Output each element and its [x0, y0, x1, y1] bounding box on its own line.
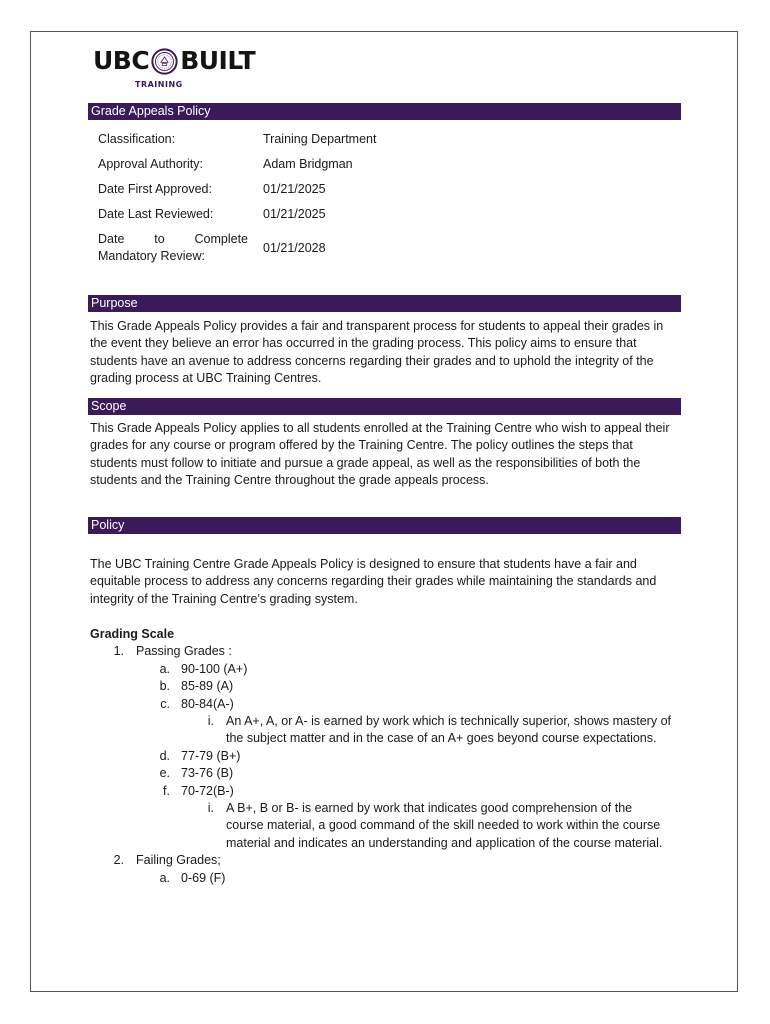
logo-left-text: UBC [93, 46, 150, 75]
section-header-scope: Scope [88, 398, 681, 415]
list-marker: b. [159, 679, 170, 694]
grade-range: 90-100 (A+) [181, 661, 248, 676]
grade-range: 85-89 (A) [181, 679, 234, 694]
list-marker: a. [159, 661, 170, 676]
info-label: Classification: [98, 131, 176, 146]
union-seal-icon [151, 48, 178, 75]
grade-note-text: An A+, A, or A- is earned by work which is technically superior, shows mastery of the subject matter and in the case of an A+ goes beyond course expectations. [226, 714, 671, 746]
list-label: Passing Grades : [136, 644, 232, 659]
section-header-policy: Policy [88, 517, 681, 534]
grade-range: 0-69 (F) [181, 870, 226, 885]
list-item [90, 783, 690, 800]
logo-right-text: BUILT [180, 46, 256, 75]
policy-info-table [98, 126, 498, 268]
ubc-built-logo [93, 46, 273, 92]
list-label: Failing Grades; [136, 853, 221, 868]
list-item [90, 870, 690, 887]
list-item-failing-grades [90, 852, 690, 869]
grading-scale [90, 626, 690, 887]
scope-text: This Grade Appeals Policy applies to all students enrolled at the Training Centre who wish to appeal their grades for any course or program offered by the Training Centre. The policy outlines the steps that students must follow to initiate and pursue a grade appeal, as well as the responsibilities of both the students and the Training Centre throughout the grade appeals process. [90, 421, 670, 488]
list-marker: i. [207, 714, 214, 729]
info-row-mandatory-review [98, 228, 498, 268]
grade-range: 70-72(B-) [181, 783, 234, 798]
section-header-grade-appeals-policy: Grade Appeals Policy [88, 103, 681, 120]
info-row-date-last-reviewed [98, 201, 498, 226]
info-label: Date to Complete Mandatory Review: [98, 232, 248, 263]
list-number: 1. [113, 644, 124, 659]
info-value: Training Department [263, 131, 377, 146]
info-value: 01/21/2028 [263, 241, 326, 255]
list-item [90, 765, 690, 782]
info-row-approval-authority [98, 151, 498, 176]
list-marker: d. [159, 748, 170, 763]
grade-range: 77-79 (B+) [181, 748, 241, 763]
list-marker: a. [159, 870, 170, 885]
list-item [90, 748, 690, 765]
section-header-purpose: Purpose [88, 295, 681, 312]
logo-subtitle: TRAINING [135, 80, 183, 89]
info-value: Adam Bridgman [263, 156, 353, 171]
list-marker: c. [160, 696, 170, 711]
purpose-text: This Grade Appeals Policy provides a fair and transparent process for students to appeal their grades in the event they believe an error has occurred in the grading process. This policy aims to ensure that students have an avenue to address concerns regarding their grades and to uphold the integrity of the grading process at UBC Training Centres. [90, 319, 664, 386]
list-marker: e. [159, 766, 170, 781]
list-item [90, 696, 690, 713]
list-item-passing-grades [90, 643, 690, 660]
grade-note-text: A B+, B or B- is earned by work that indicates good comprehension of the course material, a good command of the skill needed to work within the course material and indicates an understanding and application of the course material. [226, 801, 663, 850]
list-marker: f. [163, 783, 170, 798]
list-item [90, 678, 690, 695]
list-number: 2. [113, 853, 124, 868]
policy-text: The UBC Training Centre Grade Appeals Policy is designed to ensure that students have a fair and equitable process to address any concerns regarding their grades while maintaining the standards and integrity of the Training Centre's grading system. [90, 557, 657, 606]
info-label: Date Last Reviewed: [98, 206, 214, 221]
list-marker: i. [207, 801, 214, 816]
grade-range: 80-84(A-) [181, 696, 234, 711]
list-item [90, 661, 690, 678]
info-row-classification [98, 126, 498, 151]
grading-scale-title: Grading Scale [90, 627, 175, 641]
list-item-note [90, 800, 666, 852]
info-label: Approval Authority: [98, 156, 203, 171]
info-row-date-first-approved [98, 176, 498, 201]
grade-range: 73-76 (B) [181, 766, 234, 781]
list-item-note [90, 713, 676, 748]
info-value: 01/21/2025 [263, 206, 326, 221]
info-value: 01/21/2025 [263, 181, 326, 196]
info-label: Date First Approved: [98, 181, 212, 196]
